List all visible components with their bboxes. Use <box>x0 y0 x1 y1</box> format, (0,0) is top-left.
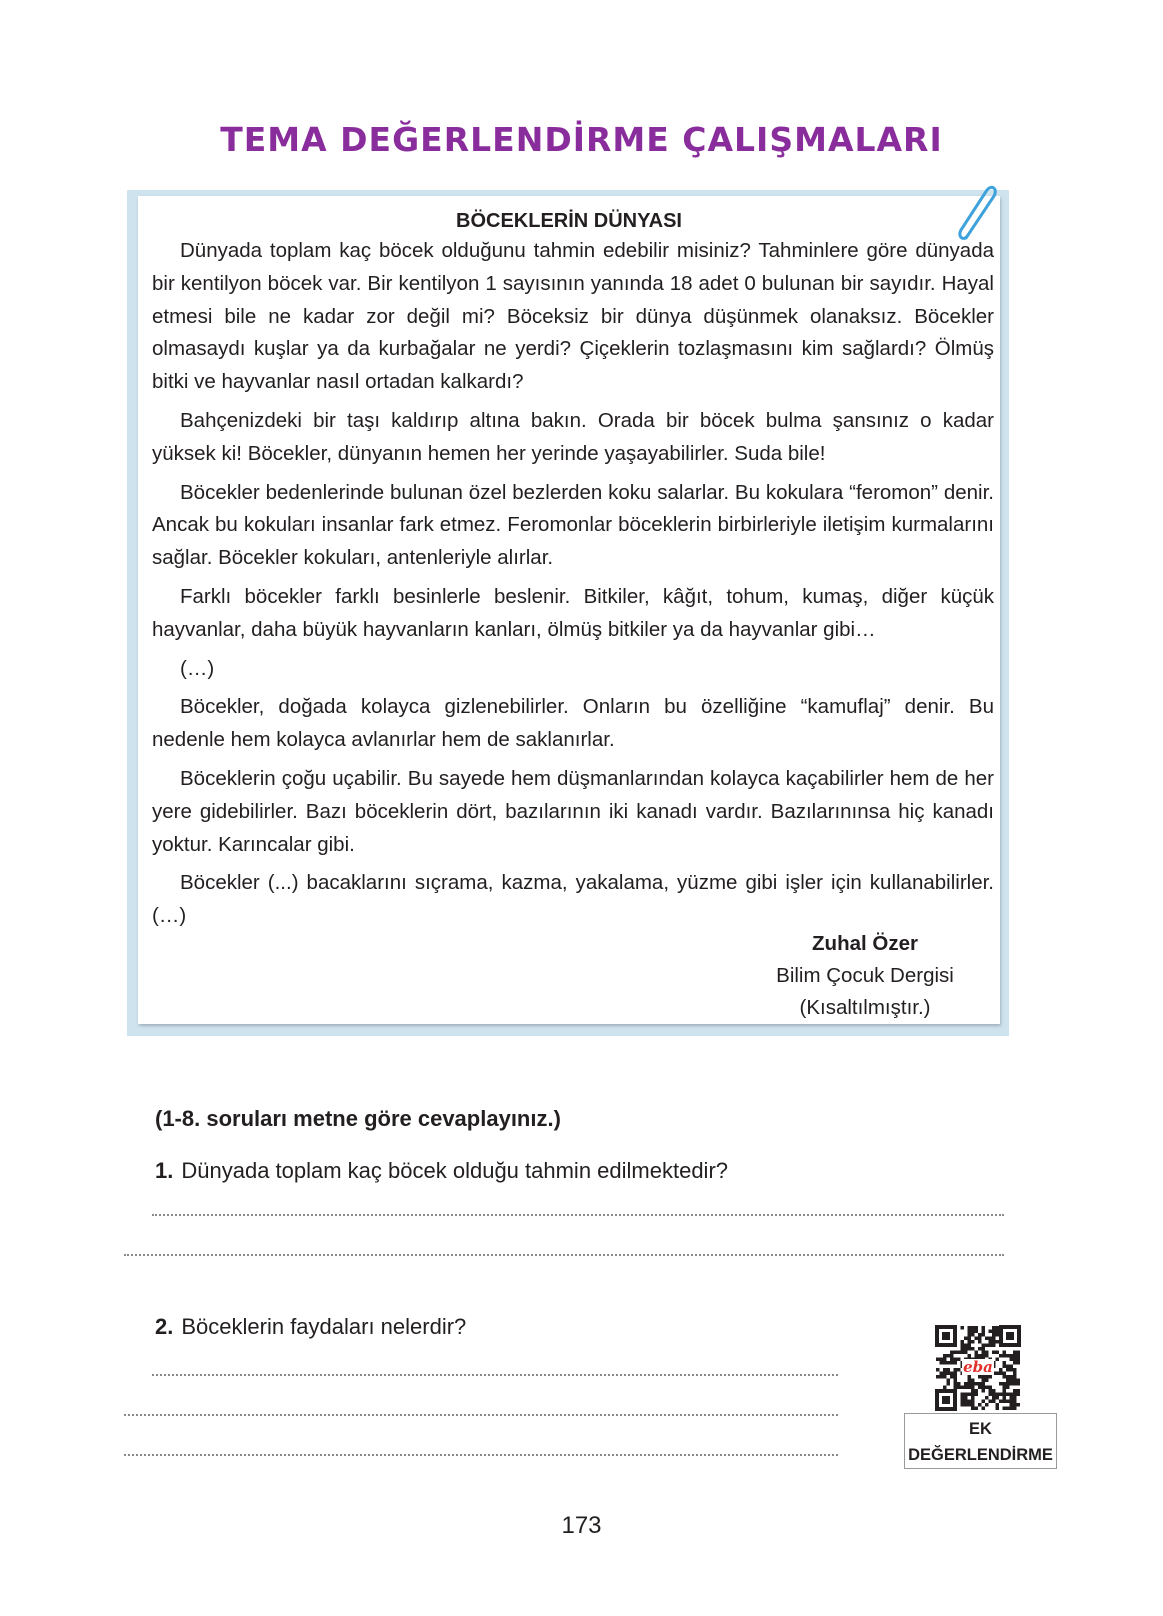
reading-paragraph: Böcekler (...) bacaklarını sıçrama, kazma, yakalama, yüzme gibi işler için kullanabilirler. (…) <box>152 871 994 928</box>
reading-paragraph: (…) <box>180 656 215 680</box>
page-title: TEMA DEĞERLENDİRME ÇALIŞMALARI <box>220 120 943 159</box>
reading-paragraph: Böceklerin çoğu uçabilir. Bu sayede hem düşmanlarından kolayca kaçabilirler hem de her yere gidebilirler. Bazı böceklerin dört, bazılarının iki kanadı vardır. Bazılarınınsa hiç kanadı yoktur. Karıncalar gibi. <box>152 766 994 856</box>
qr-code[interactable] <box>935 1325 1021 1411</box>
answer-line[interactable] <box>152 1214 1004 1216</box>
reading-paragraph: Dünyada toplam kaç böcek olduğunu tahmin edebilir misiniz? Tahminlere göre dünyada bir kentilyon böcek var. Bir kentilyon 1 sayısının yanında 18 adet 0 bulunan bir sayıdır. Hayal etmesi bile ne kadar zor değil mi? Böceksiz bir dünya düşünmek olanaksız. Böcekler olmasaydı kuşlar ya da kurbağalar ne yerdi? Çiçeklerin tozlaşmasını kim sağlardı? Ölmüş bitki ve hayvanlar nasıl ortadan kalkardı? <box>152 239 994 394</box>
answer-line[interactable] <box>124 1414 838 1416</box>
ek-box-line1: EK <box>969 1420 992 1438</box>
answer-line[interactable] <box>124 1254 1004 1256</box>
author-name: Zuhal Özer <box>812 932 918 955</box>
source-name: Bilim Çocuk Dergisi <box>776 964 954 987</box>
abridged-note: (Kısaltılmıştır.) <box>799 996 931 1019</box>
question-text: Böceklerin faydaları nelerdir? <box>181 1314 467 1339</box>
reading-text <box>152 235 994 939</box>
reading-title: BÖCEKLERİN DÜNYASI <box>456 210 682 232</box>
question-text: Dünyada toplam kaç böcek olduğu tahmin edilmektedir? <box>181 1158 729 1183</box>
qr-logo-text: eba <box>963 1358 993 1376</box>
question-number: 1. <box>155 1158 174 1183</box>
reading-credits <box>740 928 990 1024</box>
answer-line[interactable] <box>124 1454 838 1456</box>
reading-paragraph: Böcekler, doğada kolayca gizlenebilirler. Onların bu özelliğine “kamuflaj” denir. Bu nedenle hem kolayca avlanırlar hem de saklanırlar. <box>152 695 994 752</box>
question-1 <box>155 1158 728 1184</box>
ek-degerlendirme-box[interactable] <box>904 1413 1057 1469</box>
answer-line[interactable] <box>152 1374 838 1376</box>
question-number: 2. <box>155 1314 174 1339</box>
instructions: (1-8. soruları metne göre cevaplayınız.) <box>155 1106 561 1131</box>
question-2 <box>155 1314 466 1340</box>
ek-box-line2: DEĞERLENDİRME <box>908 1446 1053 1464</box>
reading-paragraph: Bahçenizdeki bir taşı kaldırıp altına bakın. Orada bir böcek bulma şansınız o kadar yüksek ki! Böcekler, dünyanın hemen her yerinde yaşayabilirler. Suda bile! <box>152 408 994 465</box>
reading-paragraph: Farklı böcekler farklı besinlerle beslenir. Bitkiler, kâğıt, tohum, kumaş, diğer küçük hayvanlar, daha büyük hayvanların kanları, ölmüş bitkiler ya da hayvanlar gibi… <box>152 584 994 641</box>
reading-paragraph: Böcekler bedenlerinde bulunan özel bezlerden koku salarlar. Bu kokulara “feromon” denir. Ancak bu kokuları insanlar fark etmez. Feromonlar böceklerin birbirleriyle iletişim kurmalarını sağlar. Böcekler kokuları, antenleriyle alırlar. <box>152 480 994 570</box>
page-number: 173 <box>561 1512 602 1539</box>
